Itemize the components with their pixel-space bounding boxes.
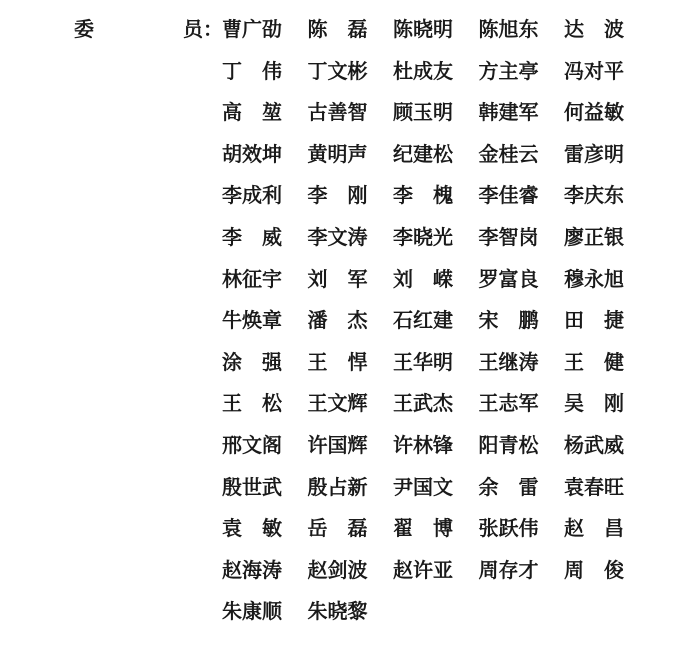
name-row [222, 388, 644, 430]
member-name: 罗富良 [478, 266, 539, 291]
member-name: 周存才 [478, 557, 539, 582]
member-name: 李刚 [307, 183, 388, 208]
member-name: 邢文阁 [222, 432, 282, 457]
member-name: 胡效坤 [222, 141, 282, 166]
member-name: 赵许亚 [393, 557, 453, 582]
member-name: 石红建 [393, 308, 453, 333]
member-name: 田捷 [564, 308, 644, 333]
member-name: 宋鹏 [478, 308, 559, 333]
member-name: 韩建军 [478, 100, 539, 125]
member-name: 殷世武 [222, 474, 282, 499]
member-name: 古善智 [307, 100, 368, 125]
member-name: 李文涛 [307, 224, 368, 249]
member-name: 林征宇 [222, 266, 282, 291]
member-name: 黄明声 [307, 141, 368, 166]
member-name: 李成利 [222, 183, 282, 208]
member-name: 岳磊 [307, 516, 388, 541]
member-name: 王健 [564, 349, 644, 374]
member-name: 杨武威 [564, 432, 624, 457]
member-name: 尹国文 [393, 474, 453, 499]
member-name: 张跃伟 [478, 516, 539, 541]
member-name: 袁春旺 [564, 474, 624, 499]
member-name: 许国辉 [307, 432, 368, 457]
member-name: 陈磊 [307, 17, 388, 41]
member-name: 王悍 [307, 349, 388, 374]
member-name: 王松 [222, 391, 302, 416]
member-label-colon: ： [203, 17, 223, 41]
member-name: 丁伟 [222, 58, 302, 83]
member-name: 王志军 [478, 391, 539, 416]
member-name: 冯对平 [564, 58, 624, 83]
member-name: 王继涛 [478, 349, 539, 374]
member-name: 许林锋 [393, 432, 453, 457]
member-name: 杜成友 [393, 58, 453, 83]
member-name: 达波 [564, 17, 644, 41]
member-name: 李智岗 [478, 224, 539, 249]
member-name: 刘嵘 [393, 266, 473, 291]
name-row [222, 139, 634, 181]
member-name: 李庆东 [564, 183, 624, 208]
member-name: 袁敏 [222, 516, 302, 541]
member-name: 翟博 [393, 516, 473, 541]
member-name: 周俊 [564, 557, 644, 582]
name-row [222, 472, 634, 514]
member-name: 殷占新 [307, 474, 368, 499]
member-name: 曹广劭 [222, 17, 282, 41]
name-row [222, 347, 644, 389]
member-name: 余雷 [478, 474, 559, 499]
member-name: 陈晓明 [393, 17, 453, 41]
member-names-grid [222, 14, 644, 638]
member-name: 朱康顺 [222, 599, 282, 624]
name-row [222, 14, 644, 56]
name-row [222, 596, 634, 638]
member-name: 刘军 [307, 266, 388, 291]
name-row [222, 222, 634, 264]
member-name: 王文辉 [307, 391, 368, 416]
member-name: 纪建松 [393, 141, 453, 166]
member-name: 高堃 [222, 100, 302, 125]
member-label-char-1: 委 [74, 17, 94, 41]
name-row [222, 430, 634, 472]
member-name: 廖正银 [564, 224, 624, 249]
member-name: 陈旭东 [478, 17, 539, 41]
member-name: 穆永旭 [564, 266, 624, 291]
member-name: 赵海涛 [222, 557, 282, 582]
name-row [222, 264, 634, 306]
member-label-char-2: 员 [183, 17, 203, 41]
member-name: 牛焕章 [222, 308, 282, 333]
member-name: 雷彦明 [564, 141, 624, 166]
member-name: 顾玉明 [393, 100, 453, 125]
member-name: 王华明 [393, 349, 453, 374]
member-name: 李佳睿 [478, 183, 539, 208]
member-name: 丁文彬 [307, 58, 368, 83]
member-name: 方主亭 [478, 58, 539, 83]
name-row [222, 56, 634, 98]
member-name: 朱晓黎 [307, 599, 368, 624]
member-name: 王武杰 [393, 391, 453, 416]
name-row [222, 513, 644, 555]
member-name: 赵剑波 [307, 557, 368, 582]
member-name: 李槐 [393, 183, 473, 208]
name-row [222, 180, 634, 222]
member-name: 潘杰 [307, 308, 388, 333]
member-name: 涂强 [222, 349, 302, 374]
member-name: 吴刚 [564, 391, 644, 416]
member-name: 金桂云 [478, 141, 539, 166]
member-name: 何益敏 [564, 100, 624, 125]
name-row [222, 97, 634, 139]
name-row [222, 555, 644, 597]
member-name: 李威 [222, 224, 302, 249]
member-name: 阳青松 [478, 432, 539, 457]
name-row [222, 305, 644, 347]
member-name: 赵昌 [564, 516, 644, 541]
member-name: 李晓光 [393, 224, 453, 249]
